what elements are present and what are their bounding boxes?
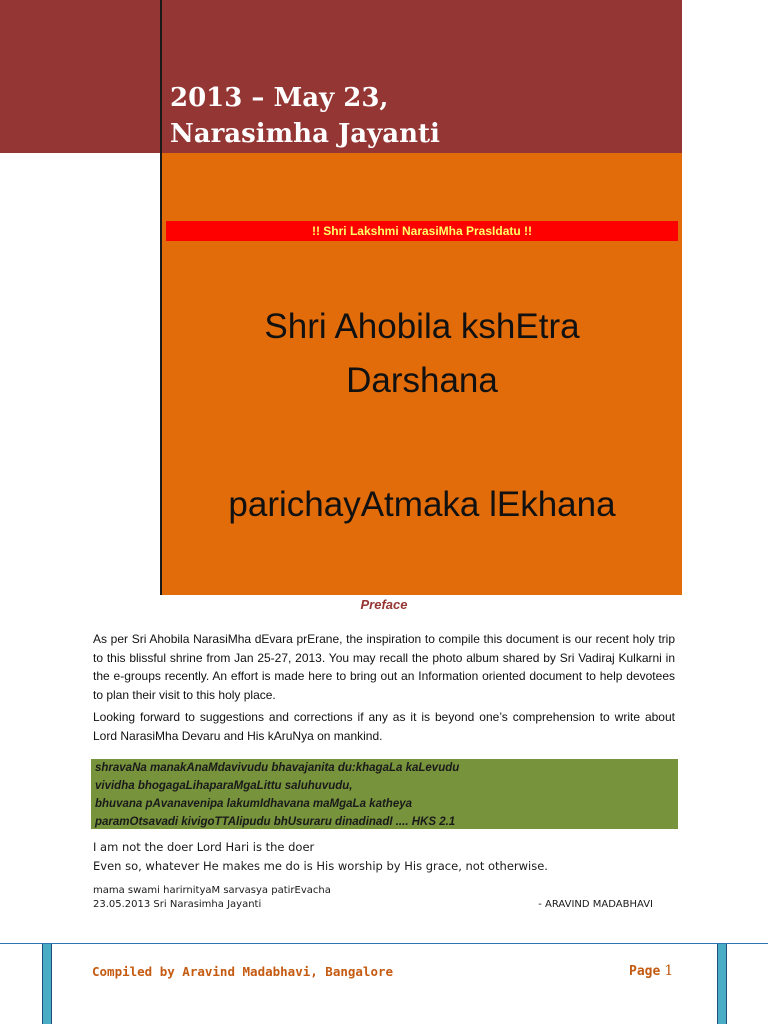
author-signature: - ARAVIND MADABHAVI xyxy=(538,899,653,910)
verse-line: paramOtsavadi kivigoTTAlipudu bhUsuraru dinadinadI .... HKS 2.1 xyxy=(95,816,456,828)
quote-text: mama swami harirnityaM sarvasya patirEvacha xyxy=(93,885,331,896)
document-title-line2: Darshana xyxy=(346,361,498,400)
preface-paragraph: As per Sri Ahobila NarasiMha dEvara prErane, the inspiration to compile this document is our recent holy trip to this blissful shrine from Jan 25-27, 2013. You may recall the photo album shared by Sri Vadiraj Kulkarni in the e-groups recently. An effort is made here to bring out an Information oriented document to help devotees to plan their visit to this holy place. xyxy=(93,632,675,702)
quote-line xyxy=(93,884,653,898)
verse-line: bhuvana pAvanavenipa lakumIdhavana maMgaLa katheya xyxy=(95,798,413,810)
footer-divider xyxy=(0,943,768,944)
doer-statement xyxy=(93,838,693,875)
footer-compiled-by: Compiled by Aravind Madabhavi, Bangalore xyxy=(92,964,394,979)
cover-date-title xyxy=(170,80,440,152)
page-label: Page xyxy=(629,964,661,979)
cover-left-margin xyxy=(0,153,160,595)
preface-body xyxy=(93,630,675,749)
preface-heading: Preface xyxy=(360,597,408,612)
footer-right-bar xyxy=(717,944,727,1024)
closing-quote xyxy=(93,884,653,912)
footer-left-bar xyxy=(42,944,52,1024)
preface-paragraph: Looking forward to suggestions and corrections if any as it is beyond one’s comprehension to write about Lord NarasiMha Devaru and His kAruNya on mankind. xyxy=(93,710,675,743)
footer-page-number xyxy=(629,963,673,979)
cover-date-line: 2013 – May 23, xyxy=(170,83,389,113)
document-title xyxy=(162,300,682,408)
cover-occasion-line: Narasimha Jayanti xyxy=(170,119,440,149)
quote-date-row xyxy=(93,898,653,912)
blessing-banner: !! Shri Lakshmi NarasiMha PrasIdatu !! xyxy=(166,221,678,241)
doer-line: Even so, whatever He makes me do is His worship by His grace, not otherwise. xyxy=(93,858,548,873)
quote-date: 23.05.2013 Sri Narasimha Jayanti xyxy=(93,899,262,910)
verse-line: vividha bhogagaLihaparaMgaLittu saluhuvudu, xyxy=(95,780,353,792)
document-title-line1: Shri Ahobila kshEtra xyxy=(264,307,580,346)
document-subtitle: parichayAtmaka lEkhana xyxy=(228,485,616,524)
verse-line: shravaNa manakAnaMdavivudu bhavajanita du:khagaLa kaLevudu xyxy=(95,762,460,774)
page-number: 1 xyxy=(664,963,674,979)
doer-line: I am not the doer Lord Hari is the doer xyxy=(93,840,315,854)
verse-box xyxy=(91,759,678,829)
